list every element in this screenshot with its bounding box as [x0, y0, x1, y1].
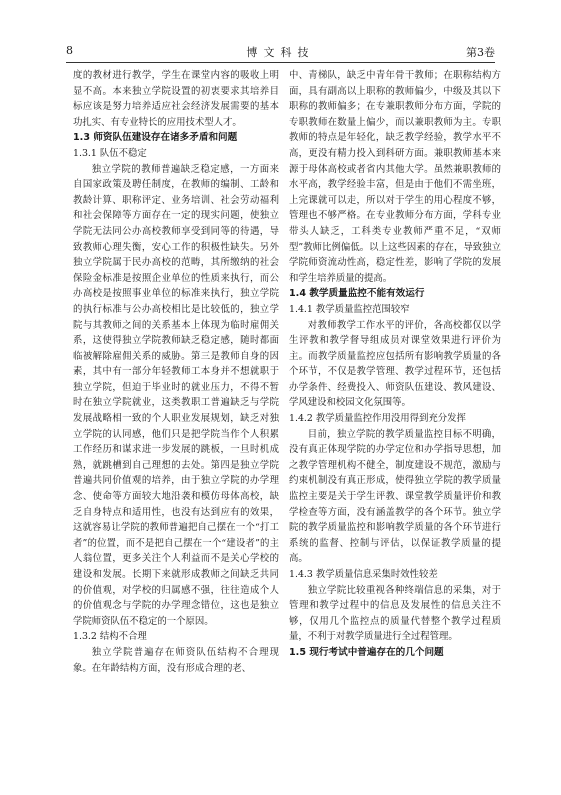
subsection-heading: 1.4.2 教学质量监控作用没用得到充分发挥 [289, 413, 466, 425]
paragraph: 对教师教学工作水平的评价，各高校都仅以学生评教和教学督导组成员对课堂效果进行评价为主。而教学质量监控应包括所有影响教学质量的各个环节，不仅是教学管理、教学过程环节，还包括办学条件、经费投入、师资队伍建设、教风建设、学风建设和校园文化氛围等。 [289, 319, 501, 409]
section-heading: 1.5 现行考试中普遍存在的几个问题 [289, 646, 444, 658]
section-heading: 1.3 师资队伍建设存在诸多矛盾和问题 [73, 132, 238, 144]
subsection-heading: 1.3.1 队伍不稳定 [73, 147, 147, 159]
paragraph: 独立学院的教师普遍缺乏稳定感，一方面来自国家政策及聘任制度，在教师的编制、工龄和教龄计算、职称评定、业务培训、社会劳动福利和社会保障等方面存在一定的现实问题，使独立学院无法同公办高校教师享受到同等的待遇，导致教师心理失衡，安心工作的积极性缺失。另外独立学院属于民办高校的范畴，其所缴纳的社会保险金标准是按照企业单位的性质来执行，而公办高校是按照事业单位的标准来执行，独立学院的执行标准与公办高校相比是比较低的，独立学院与其教师之间的关系基本上体现为临时雇佣关系，这使得独立学院教师缺乏稳定感，随时都面临被解除雇佣关系的威胁。第三是教师自身的因素，其中有一部分年轻教师工本身并不想就职于独立学院，但迫于毕业时的就业压力，不得不暂时在独立学院就业，这类教职工普遍缺乏与学院发展战略相一致的个人职业发展规划，缺乏对独立学院的认同感，他们只是把学院当作个人积累工作经历和谋求进一步发展的跳板，一旦时机成熟，就跳槽到自己理想的去处。第四是独立学院普遍共同价值观的培养，由于独立学院的办学理念、使命等方面较大地沿袭和模仿母体高校，缺乏自身特点和适用性，也没有达到应有的效果，这就容易让学院的教师普遍把自己摆在一个“打工者”的位置，而不是把自己摆在一个“建设者”的主人翁位置，更多关注个人利益而不是关心学校的建设和发展。长期下来就形成教师之间缺乏共同的价值观，对学校的归属感不强，往往造成个人的价值观念与学院的办学理念错位，这也是独立学院师资队伍不稳定的一个原因。 [73, 163, 279, 627]
right-column [289, 68, 501, 661]
volume-label: 第3卷 [466, 46, 495, 59]
header-rule [66, 62, 495, 63]
section-heading: 1.4 教学质量监控不能有效运行 [289, 288, 425, 300]
left-column [73, 68, 279, 676]
subsection-heading: 1.4.3 教学质量信息采集时效性较差 [289, 569, 438, 580]
paragraph: 中、青梯队，缺乏中青年骨干教师；在职称结构方面，具有副高以上职称的教师偏少，中级及其以下职称的教师偏多；在专兼职教师分布方面，学院的专职教师在数量上偏少，而以兼职教师为主。专职教师的特点是年轻化，缺乏教学经验，教学水平不高，更没有精力投入到科研方面。兼职教师基本来源于母体高校或者省内其他大学。虽然兼职教师的水平高，教学经验丰富，但是由于他们不需坐班，上完课就可以走，所以对于学生的用心程度不够，管理也不够严格。在专业教师分布方面，学科专业带头人缺乏，工科类专业教师严重不足，“双师型”教师比例偏低。以上这些因素的存在，导致独立学院师资流动性高，稳定性差，影响了学院的发展和学生培养质量的提高。 [289, 70, 501, 284]
paragraph: 独立学院比较重视各种终端信息的采集，对于管理和教学过程中的信息及发展性的信息关注不够，仅用几个监控点的质量代替整个教学过程质量，不利于对教学质量进行全过程管理。 [289, 584, 501, 643]
page-number: 8 [66, 44, 73, 57]
journal-title: 博文科技 [246, 46, 315, 59]
subsection-heading: 1.3.2 结构不合理 [73, 631, 147, 643]
running-header [66, 44, 495, 62]
paragraph: 目前，独立学院的教学质量监控目标不明确，没有真正体现学院的办学定位和办学指导思想，加之教学管理机构不健全，制度建设不规范，激励与约束机制没有真正形成，使得独立学院的教学质量监控主要是关于学生评教、课堂教学质量评价和教学检查等方面，没有涵盖教学的各个环节。独立学院的教学质量监控和影响教学质量的各个环节进行系统的监督、控制与评估，以保证教学质量的提高。 [289, 428, 501, 565]
paragraph: 独立学院普遍存在师资队伍结构不合理现象。在年龄结构方面，没有形成合理的老、 [73, 646, 279, 674]
paragraph: 度的教材进行教学，学生在课堂内容的吸收上明显不高。本来独立学院设置的初衷要求其培养目标应该是努力培养适应社会经济发展需要的基本功扎实、有专业特长的应用技术型人才。 [73, 70, 279, 128]
subsection-heading: 1.4.1 教学质量监控范围较窄 [289, 303, 410, 315]
